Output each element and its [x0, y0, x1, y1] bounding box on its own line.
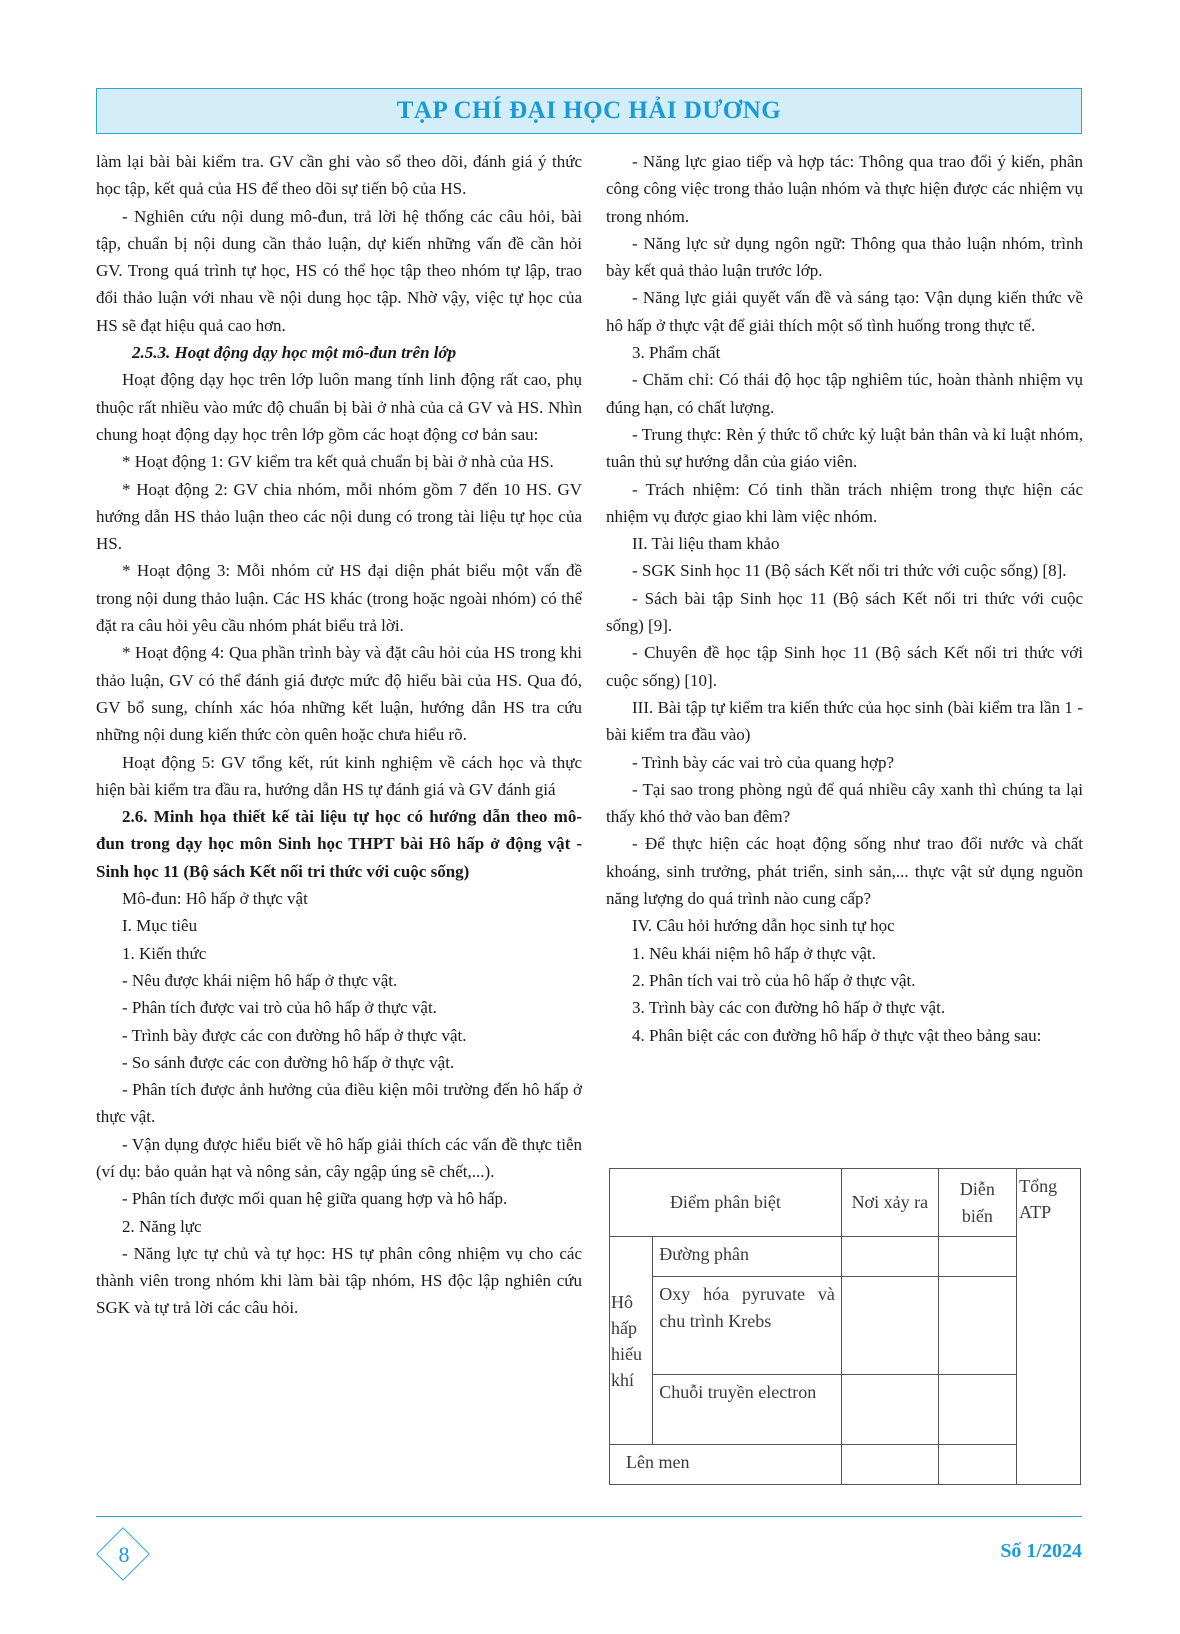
paragraph: 2. Năng lực [122, 1216, 202, 1236]
paragraph: - Trách nhiệm: Có tinh thần trách nhiệm trong thực hiện các nhiệm vụ được giao khi làm việc nhóm. [606, 479, 1083, 526]
table-cell [841, 1445, 938, 1485]
table-cell [938, 1237, 1016, 1277]
paragraph: - Phân tích được ảnh hưởng của điều kiện môi trường đến hô hấp ở thực vật. [96, 1080, 582, 1127]
paragraph: - Năng lực sử dụng ngôn ngữ: Thông qua thảo luận nhóm, trình bày kết quả thảo luận trước lớp. [606, 233, 1083, 281]
table-head-process: Diễn biến [938, 1169, 1016, 1237]
table-row-electron-chain: Chuỗi truyền electron [653, 1375, 842, 1445]
paragraph: * Hoạt động 4: Qua phần trình bày và đặt câu hỏi của HS trong khi thảo luận, GV có thể đánh giá được mức độ hiểu bài của HS. Qua đó, GV bổ sung, chính xác hóa những kết luận, hướng dẫn HS tra cứu những nội dung kiến thức còn quên hoặc chưa hiểu rõ. [96, 643, 582, 745]
table-head-location: Nơi xảy ra [841, 1169, 938, 1237]
paragraph: 1. Nêu khái niệm hô hấp ở thực vật. [632, 943, 876, 963]
paragraph: Hoạt động dạy học trên lớp luôn mang tính linh động rất cao, phụ thuộc rất nhiều vào mức độ chuẩn bị bài ở nhà của cả GV và HS. Nhìn chung hoạt động dạy học trên lớp gồm các hoạt động cơ bản sau: [96, 370, 582, 444]
table-cell [841, 1277, 938, 1375]
left-column [96, 148, 582, 1322]
table-cell [938, 1445, 1016, 1485]
paragraph: - Sách bài tập Sinh học 11 (Bộ sách Kết nối tri thức với cuộc sống) [9]. [606, 588, 1083, 636]
table-head-total-atp: Tổng ATP [1017, 1169, 1081, 1485]
paragraph: 3. Trình bày các con đường hô hấp ở thực vật. [632, 998, 946, 1018]
issue-number: Số 1/2024 [1000, 1540, 1082, 1562]
page-number: 8 [118, 1542, 130, 1567]
paragraph: - So sánh được các con đường hô hấp ở thực vật. [122, 1052, 455, 1072]
journal-title: TẠP CHÍ ĐẠI HỌC HẢI DƯƠNG [396, 97, 782, 124]
table-row-krebs: Oxy hóa pyruvate và chu trình Krebs [653, 1277, 842, 1375]
paragraph: * Hoạt động 2: GV chia nhóm, mỗi nhóm gồm 7 đến 10 HS. GV hướng dẫn HS thảo luận theo các nội dung có trong tài liệu tự học của HS. [96, 479, 582, 554]
paragraph: - Trình bày các vai trò của quang hợp? [632, 752, 895, 772]
right-column [606, 148, 1083, 1049]
paragraph: II. Tài liệu tham khảo [632, 534, 780, 554]
respiration-comparison-table [609, 1168, 1081, 1485]
paragraph: - Năng lực tự chủ và tự học: HS tự phân công nhiệm vụ cho các thành viên trong nhóm khi làm bài tập nhóm, HS độc lập nghiên cứu SGK và tự trả lời các câu hỏi. [96, 1243, 582, 1318]
paragraph: * Hoạt động 3: Mỗi nhóm cử HS đại diện phát biểu một vấn đề trong nội dung thảo luận. Các HS khác (trong hoặc ngoài nhóm) có thể đặt ra câu hỏi yêu cầu nhóm phát biểu trả lời. [96, 561, 582, 636]
paragraph: - Vận dụng được hiểu biết về hô hấp giải thích các vấn đề thực tiễn (ví dụ: bảo quản hạt và nông sản, cây ngập úng sẽ chết,...). [96, 1134, 582, 1181]
paragraph: 1. Kiến thức [122, 943, 207, 963]
paragraph: - Phân tích được mối quan hệ giữa quang hợp và hô hấp. [122, 1189, 508, 1209]
paragraph: 2.5.3. Hoạt động dạy học một mô-đun trên lớp [132, 343, 457, 363]
table-row-glycolysis: Đường phân [653, 1237, 842, 1277]
paragraph: * Hoạt động 1: GV kiểm tra kết quả chuẩn bị bài ở nhà của HS. [122, 452, 554, 472]
paragraph: 3. Phẩm chất [632, 343, 721, 363]
table-cell [938, 1375, 1016, 1445]
paragraph: - Năng lực giao tiếp và hợp tác: Thông qua trao đổi ý kiến, phân công công việc trong thảo luận nhóm và thực hiện được các nhiệm vụ trong nhóm. [606, 152, 1083, 226]
paragraph: - Để thực hiện các hoạt động sống như trao đổi nước và chất khoáng, sinh trưởng, phát triển, sinh sản,... thực vật sử dụng nguồn năng lượng do quá trình nào cung cấp? [606, 834, 1083, 909]
paragraph: I. Mục tiêu [122, 916, 198, 936]
table-group-aerobic: Hô hấp hiếu khí [610, 1237, 653, 1445]
footer-divider [96, 1516, 1082, 1517]
paragraph: - Nghiên cứu nội dung mô-đun, trả lời hệ thống các câu hỏi, bài tập, chuẩn bị nội dung cần thảo luận, dự kiến những vấn đề cần hỏi GV. Trong quá trình tự học, HS có thể học tập theo nhóm tự lập, trao đổi thảo luận với nhau về nội dung học tập. Nhờ vậy, việc tự học của HS sẽ đạt hiệu quả cao hơn. [96, 206, 582, 335]
paragraph: - Năng lực giải quyết vấn đề và sáng tạo: Vận dụng kiến thức về hô hấp ở thực vật để giải thích một số tình huống trong thực tế. [606, 288, 1083, 335]
paragraph: Mô-đun: Hô hấp ở thực vật [122, 889, 308, 909]
paragraph: III. Bài tập tự kiểm tra kiến thức của học sinh (bài kiểm tra lần 1 - bài kiểm tra đầu vào) [606, 697, 1083, 745]
journal-header [96, 88, 1082, 134]
paragraph: - Phân tích được vai trò của hô hấp ở thực vật. [122, 998, 437, 1018]
paragraph: 4. Phân biệt các con đường hô hấp ở thực vật theo bảng sau: [632, 1025, 1042, 1045]
paragraph: - Trung thực: Rèn ý thức tổ chức kỷ luật bản thân và kỉ luật nhóm, tuân thủ sự hướng dẫn của giáo viên. [606, 424, 1083, 472]
table-cell [938, 1277, 1016, 1375]
paragraph: - SGK Sinh học 11 (Bộ sách Kết nối tri thức với cuộc sống) [8]. [632, 561, 1067, 581]
table-cell [841, 1375, 938, 1445]
paragraph: - Chuyên đề học tập Sinh học 11 (Bộ sách Kết nối tri thức với cuộc sống) [10]. [606, 643, 1083, 690]
table-head-criteria: Điểm phân biệt [610, 1169, 842, 1237]
table-row-fermentation: Lên men [610, 1445, 842, 1485]
paragraph: - Trình bày được các con đường hô hấp ở thực vật. [122, 1025, 467, 1045]
paragraph: - Tại sao trong phòng ngủ để quá nhiều cây xanh thì chúng ta lại thấy khó thở vào ban đêm? [606, 779, 1083, 827]
table-cell [841, 1237, 938, 1277]
paragraph: - Nêu được khái niệm hô hấp ở thực vật. [122, 970, 398, 990]
paragraph: 2.6. Minh họa thiết kế tài liệu tự học có hướng dẫn theo mô-đun trong dạy học môn Sinh học THPT bài Hô hấp ở động vật - Sinh học 11 (Bộ sách Kết nối tri thức với cuộc sống) [96, 807, 582, 881]
paragraph: - Chăm chỉ: Có thái độ học tập nghiêm túc, hoàn thành nhiệm vụ đúng hạn, có chất lượng. [606, 370, 1083, 417]
paragraph: Hoạt động 5: GV tổng kết, rút kinh nghiệm về cách học và thực hiện bài kiểm tra đầu ra, hướng dẫn HS tự đánh giá và GV đánh giá [96, 752, 582, 799]
paragraph: làm lại bài bài kiểm tra. GV cần ghi vào sổ theo dõi, đánh giá ý thức học tập, kết quả của HS để theo dõi sự tiến bộ của HS. [96, 152, 582, 199]
paragraph: 2. Phân tích vai trò của hô hấp ở thực vật. [632, 970, 916, 990]
paragraph: IV. Câu hỏi hướng dẫn học sinh tự học [632, 916, 895, 936]
